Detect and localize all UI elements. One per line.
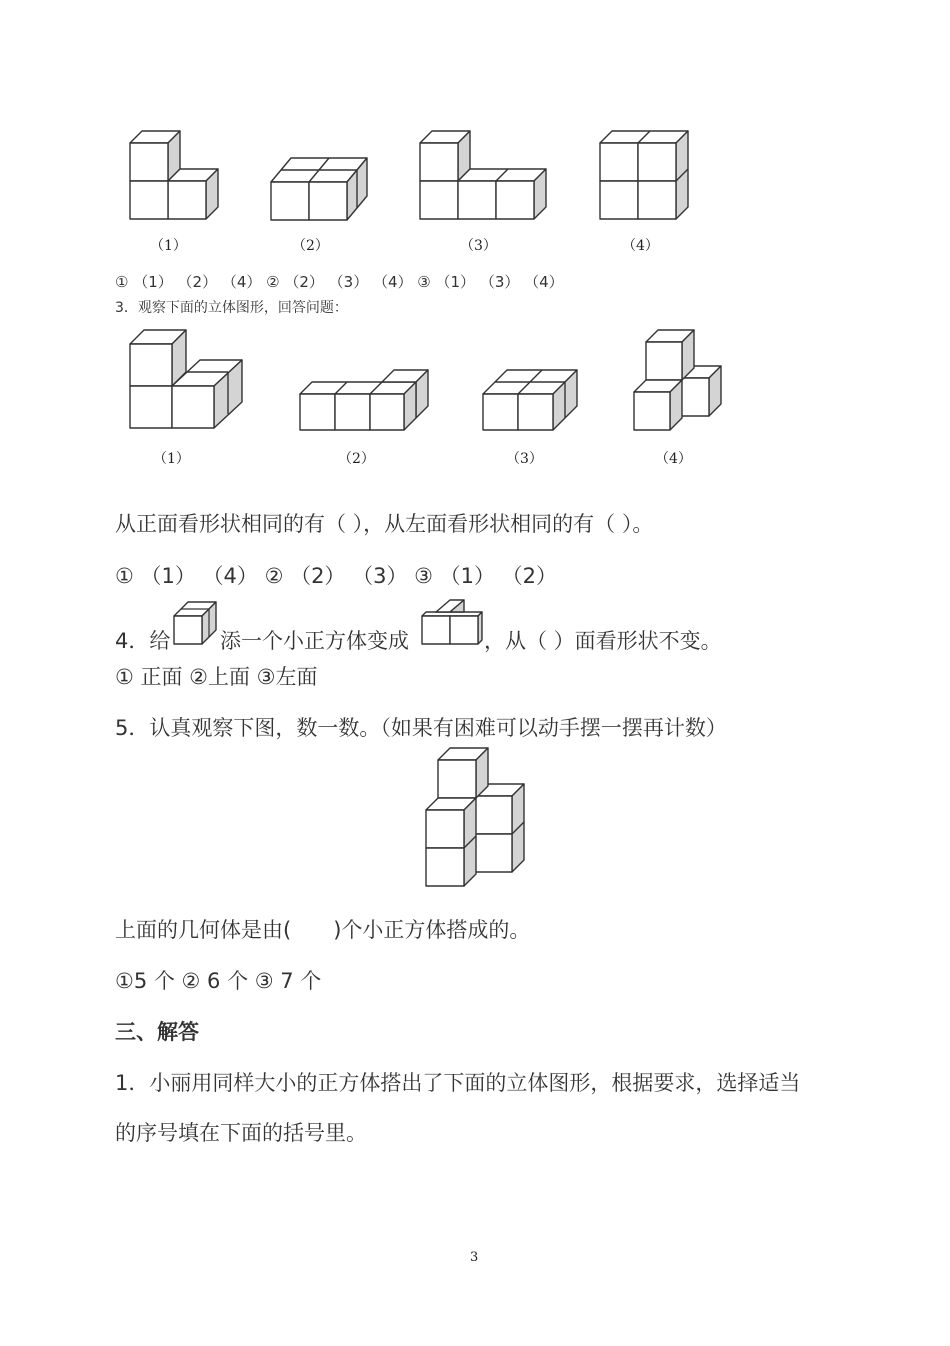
q2-caption-3: （3）: [460, 238, 497, 254]
q5-options: ①5 个 ② 6 个 ③ 7 个: [115, 969, 322, 993]
q3-figure-4: [625, 322, 740, 437]
q2-caption-1: （1）: [150, 238, 187, 254]
q4-options: ① 正面 ②上面 ③左面: [115, 665, 318, 689]
q2-figure-4: [592, 122, 692, 227]
q3-caption-4: （4）: [655, 451, 692, 467]
q5-title: 5．认真观察下图，数一数。（如果有困难可以动手摆一摆再计数）: [115, 716, 727, 740]
section-heading: 三、解答: [115, 1020, 199, 1044]
s3-q1-line2: 的序号填在下面的括号里。: [115, 1121, 367, 1145]
q2-figure-1: [120, 122, 230, 227]
q3-question: 从正面看形状相同的有（ ），从左面看形状相同的有（ ）。: [115, 512, 654, 536]
q3-title: 3．观察下面的立体图形，回答问题：: [115, 300, 348, 316]
q2-caption-4: （4）: [622, 238, 659, 254]
q3-caption-1: （1）: [153, 451, 190, 467]
q2-caption-2: （2）: [292, 238, 329, 254]
page-number: 3: [470, 1250, 479, 1265]
q2-figure-3: [412, 122, 557, 227]
q4-figure-before: [170, 598, 220, 648]
q3-figure-3: [474, 362, 584, 437]
q4-middle: 添一个小正方体变成: [220, 629, 409, 653]
q2-options: ① （1） （2） （4） ② （2） （3） （4） ③ （1） （3） （4）: [115, 273, 564, 291]
q3-caption-2: （2）: [338, 451, 375, 467]
q3-caption-3: （3）: [506, 451, 543, 467]
q2-figure-2: [262, 150, 377, 225]
q5-figure: [418, 742, 533, 890]
q4-figure-after: [418, 598, 486, 648]
q4-prefix: 4．给: [115, 629, 171, 653]
q4-suffix: ，从（ ）面看形状不变。: [484, 629, 722, 653]
s3-q1-line1: 1．小丽用同样大小的正方体搭出了下面的立体图形，根据要求，选择适当: [115, 1071, 801, 1095]
q3-figure-1: [120, 322, 250, 437]
q3-options: ① （1） （4） ② （2） （3） ③ （1） （2）: [115, 564, 558, 588]
q3-figure-2: [290, 362, 435, 437]
q5-question: 上面的几何体是由( )个小正方体搭成的。: [115, 918, 531, 942]
